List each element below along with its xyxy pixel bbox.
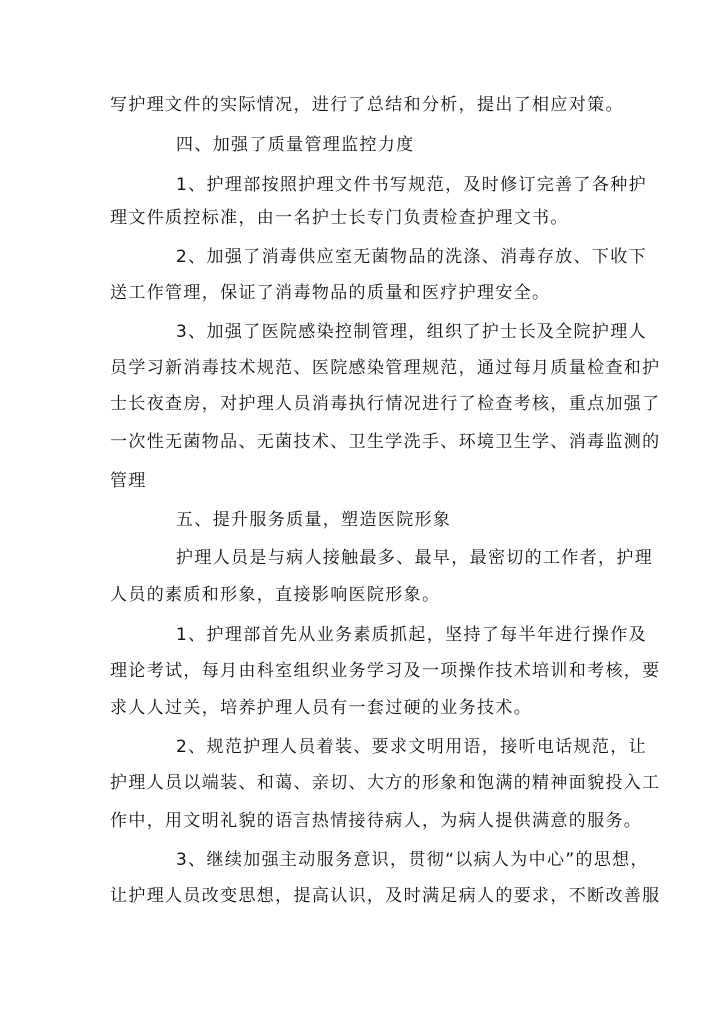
text-line: 2、加强了消毒供应室无菌物品的洗涤、消毒存放、下收下 bbox=[176, 247, 647, 267]
text-line: 理文件质控标准，由一名护士长专门负责检查护理文书。 bbox=[110, 208, 569, 228]
text-line: 2、规范护理人员着装、要求文明用语，接听电话规范，让 bbox=[176, 737, 647, 757]
section-heading: 四、加强了质量管理监控力度 bbox=[176, 135, 415, 155]
text-line: 1、护理部按照护理文件书写规范，及时修订完善了各种护 bbox=[176, 175, 647, 195]
text-line: 1、护理部首先从业务素质抓起，坚持了每半年进行操作及 bbox=[176, 625, 647, 645]
text-line: 管理 bbox=[110, 471, 147, 491]
section-heading: 五、提升服务质量，塑造医院形象 bbox=[176, 510, 452, 530]
text-line: 送工作管理，保证了消毒物品的质量和医疗护理安全。 bbox=[110, 283, 551, 303]
text-line: 护理人员是与病人接触最多、最早，最密切的工作者，护理 bbox=[176, 548, 654, 568]
text-line: 作中，用文明礼貌的语言热情接待病人，为病人提供满意的服务。 bbox=[110, 811, 643, 831]
text-line: 3、加强了医院感染控制管理，组织了护士长及全院护理人 bbox=[176, 322, 647, 342]
text-line: 一次性无菌物品、无菌技术、卫生学洗手、环境卫生学、消毒监测的 bbox=[110, 432, 661, 452]
text-line: 让护理人员改变思想，提高认识，及时满足病人的要求，不断改善服 bbox=[110, 886, 661, 906]
text-line: 写护理文件的实际情况，进行了总结和分析，提出了相应对策。 bbox=[110, 95, 624, 115]
text-line: 员学习新消毒技术规范、医院感染管理规范，通过每月质量检查和护 bbox=[110, 358, 661, 378]
text-line: 护理人员以端装、和蔼、亲切、大方的形象和饱满的精神面貌投入工 bbox=[110, 773, 661, 793]
text-line: 求人人过关，培养护理人员有一套过硬的业务技术。 bbox=[110, 698, 533, 718]
text-line: 理论考试，每月由科室组织业务学习及一项操作技术培训和考核，要 bbox=[110, 661, 661, 681]
text-line: 3、继续加强主动服务意识，贯彻“以病人为中心”的思想， bbox=[176, 850, 649, 870]
text-line: 人员的素质和形象，直接影响医院形象。 bbox=[110, 585, 441, 605]
text-line: 士长夜查房，对护理人员消毒执行情况进行了检查考核，重点加强了 bbox=[110, 394, 661, 414]
